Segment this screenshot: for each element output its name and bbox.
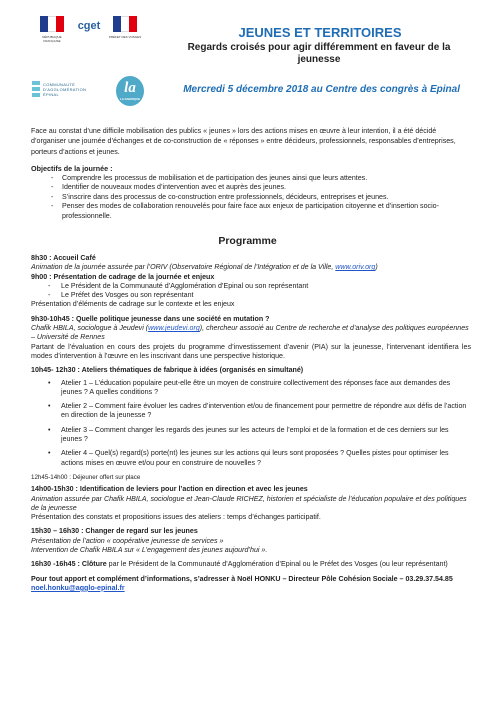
session-leviers: 14h00-15h30 : Identification de leviers pour l’action en direction et avec les jeunes bbox=[31, 485, 308, 494]
speaker-item: - Le Président de la Communauté d’Agglomération d’Epinal ou son représentant bbox=[31, 282, 471, 291]
session-politique-speaker: Chafik HBILA, sociologue à Jeudevi (www.jeudevi.org), chercheur associé au Centre de recherche et d’analyse des politiques européennes – Université de Rennes bbox=[31, 324, 469, 342]
programme-heading: Programme bbox=[218, 235, 277, 247]
session-regard-line2: Intervention de Chafik HBILA sur « L’engagement des jeunes aujourd’hui ». bbox=[31, 546, 268, 555]
contact-info: Pour tout apport et complément d’informations, s’adresser à Noël HONKU – Directeur Pôle Cohésion Sociale – 03.29.37.54.85 noel.honku@agglo-epinal.fr bbox=[31, 574, 453, 592]
session-leviers-animation: Animation assurée par Chafik HBILA, sociologue et Jean-Claude RICHEZ, historien et spécialiste de l’éducation populaire et des politiques de la jeunesse bbox=[31, 494, 467, 512]
objectives-list bbox=[62, 174, 471, 221]
intro-paragraph: Face au constat d’une difficile mobilisation des publics « jeunes » lors des actions mises en œuvre à leur intention, il a été décidé d’organiser une journée d’échanges et de co-construction de « réponses » entre décideurs, professionnels, responsables d’entreprises, porteurs d’actions et jeunes. bbox=[31, 127, 456, 156]
lunch-note: 12h45-14h00 : Déjeuner offert sur place bbox=[31, 473, 141, 481]
session-cloture: 16h30 -16h45 : Clôture par le Président de la Communauté d’Agglomération d’Epinal ou le Préfet des Vosges (ou leur représentant) bbox=[31, 560, 448, 569]
atelier-item: • Atelier 4 – Quel(s) regard(s) porte(nt) les jeunes sur les actions qui leurs sont proposées ? Quelles pistes pour optimiser les actions mises en œuvre et/ou pour en construire de nouvelles ? bbox=[31, 449, 471, 468]
session-regard: 15h30 – 16h30 : Changer de regard sur les jeunes bbox=[31, 527, 198, 536]
speaker-item: - Le Préfet des Vosges ou son représentant bbox=[31, 291, 471, 300]
cget-logo: cget bbox=[77, 20, 101, 32]
jeudevi-link[interactable]: www.jeudevi.org bbox=[148, 324, 200, 333]
atelier-item: • Atelier 3 – Comment changer les regards des jeunes sur les acteurs de l’emploi et de la formation et de ces derniers sur les jeunes ? bbox=[31, 426, 471, 445]
oriv-link[interactable]: www.oriv.org bbox=[335, 263, 376, 272]
ateliers-list bbox=[31, 379, 471, 468]
session-accueil-animation: Animation de la journée assurée par l’ORIV (Observatoire Régional de l’Intégration et de la Ville, www.oriv.org) bbox=[31, 263, 378, 272]
agglo-epinal-logo: COMMUNAUTÉ D'AGGLOMÉRATION ÉPINAL bbox=[32, 79, 96, 105]
session-accueil: 8h30 : Accueil Café bbox=[31, 254, 96, 262]
objective-item: - Comprendre les processus de mobilisation et de participation des jeunes ainsi que leurs attentes. bbox=[62, 174, 471, 183]
atelier-item: • Atelier 2 – Comment faire évoluer les cadres d’intervention et/ou de financement pour permettre de répondre aux défis de l’action en direction de la jeunesse ? bbox=[31, 402, 471, 421]
contact-email-link[interactable]: noel.honku@agglo-epinal.fr bbox=[31, 583, 125, 592]
session-regard-line1: Présentation de l’action « coopérative jeunesse de services » bbox=[31, 536, 224, 545]
republique-francaise-logo: RÉPUBLIQUE FRANÇAISE bbox=[34, 16, 70, 60]
la-fabrique-logo: la LA FABRIQUE bbox=[116, 76, 144, 106]
event-date: Mercredi 5 décembre 2018 au Centre des congrès à Epinal bbox=[183, 84, 460, 95]
objective-item: - Identifier de nouveaux modes d’intervention avec et auprès des jeunes. bbox=[62, 183, 471, 192]
session-leviers-text: Présentation des constats et propositions issues des ateliers : temps d’échanges participatif. bbox=[31, 513, 321, 522]
objective-item: - S’inscrire dans des processus de co-construction entre professionnels, décideurs, entreprises et jeunes. bbox=[62, 193, 471, 202]
session-politique: 9h30-10h45 : Quelle politique jeunesse dans une société en mutation ? bbox=[31, 314, 270, 323]
objectives-heading: Objectifs de la journée : bbox=[31, 164, 113, 173]
session-ateliers: 10h45- 12h30 : Ateliers thématiques de fabrique à idées (organisés en simultané) bbox=[31, 366, 304, 375]
atelier-item: • Atelier 1 – L’éducation populaire peut-elle être un moyen de construire collectivement des réponses face aux demandes des jeunes ? A quelles conditions ? bbox=[31, 379, 471, 398]
cadrage-speakers bbox=[31, 282, 471, 301]
session-politique-text: Partant de l’évaluation en cours des projets du programme d’investissement d’avenir (PIA) sur la jeunesse, l’intervenant identifiera les modes d’intervention à l’œuvre en les inscrivant dans une perspective historique. bbox=[31, 342, 471, 360]
programme-body bbox=[31, 254, 471, 593]
document-subtitle: Regards croisés pour agir différemment en faveur de la jeunesse bbox=[187, 42, 451, 65]
prefet-vosges-logo: PRÉFET DES VOSGES bbox=[107, 16, 143, 60]
session-cadrage: 9h00 : Présentation de cadrage de la journée et enjeux bbox=[31, 272, 215, 281]
objective-item: - Penser des modes de collaboration renouvelés pour faire face aux enjeux de participation citoyenne et d’insertion socio-professionnelle. bbox=[62, 202, 471, 221]
document-title: JEUNES ET TERRITOIRES bbox=[238, 25, 402, 40]
cadrage-note: Présentation d’éléments de cadrage sur le contexte et les enjeux bbox=[31, 300, 235, 309]
